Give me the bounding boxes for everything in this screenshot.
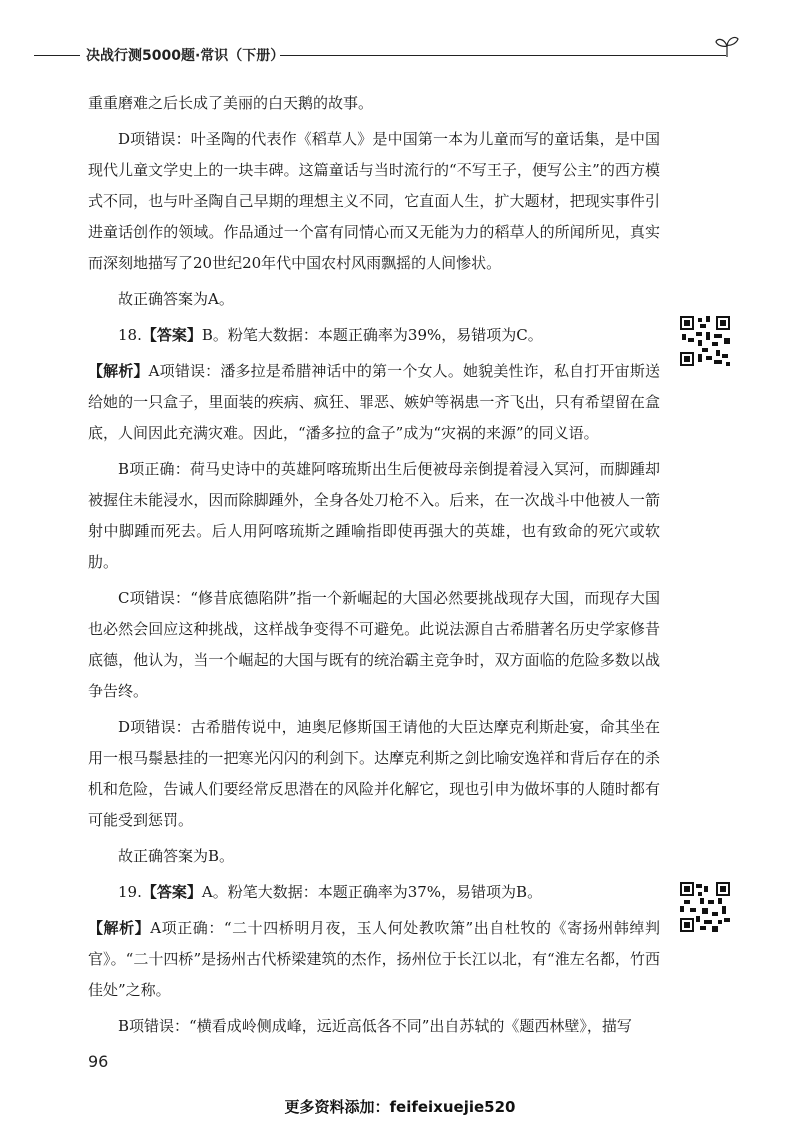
analysis-label: 【解析】 — [88, 919, 151, 937]
answer-line-18 — [88, 320, 660, 351]
analysis-paragraph-18 — [88, 356, 660, 449]
qr-code-icon — [680, 882, 730, 932]
sprout-icon — [714, 34, 740, 58]
paragraph — [88, 284, 660, 315]
paragraph — [88, 583, 660, 707]
paragraph — [88, 712, 660, 836]
qr-code-icon — [680, 316, 730, 366]
answer-text: B。粉笔大数据：本题正确率为39%，易错项为C。 — [201, 326, 543, 344]
answer-text: A。粉笔大数据：本题正确率为37%，易错项为B。 — [201, 883, 543, 901]
paragraph — [88, 124, 660, 279]
paragraph — [88, 841, 660, 872]
book-title: 决战行测5000题·常识（下册） — [86, 48, 285, 64]
paragraph-text: C项错误：“修昔底德陷阱”指一个新崛起的大国必然要挑战现存大国，而现存大国也必然会回应这种挑战，这样战争变得不可避免。此说法源自古希腊著名历史学家修昔底德，他认为，当一个崛起的大国与既有的统治霸主竞争时，双方面临的危险多数以战争告终。 — [88, 589, 660, 700]
page-number: 96 — [88, 1052, 109, 1071]
paragraph-text: B项正确：荷马史诗中的英雄阿喀琉斯出生后便被母亲倒提着浸入冥河，而脚踵却被握住未能浸水，因而除脚踵外，全身各处刀枪不入。后来，在一次战斗中他被人一箭射中脚踵而死去。后人用阿喀琉斯之踵喻指即使再强大的英雄，也有致命的死穴或软肋。 — [88, 460, 660, 571]
answer-line-19 — [88, 877, 660, 908]
paragraph-text: D项错误：古希腊传说中，迪奥尼修斯国王请他的大臣达摩克利斯赴宴，命其坐在用一根马鬃悬挂的一把寒光闪闪的利剑下。达摩克利斯之剑比喻安逸祥和背后存在的杀机和危险，告诫人们要经常反思潜在的风险并化解它，现也引申为做坏事的人随时都有可能受到惩罚。 — [88, 718, 660, 829]
paragraph-text: B项错误：“横看成岭侧成峰，远近高低各不同”出自苏轼的《题西林壁》，描写 — [118, 1017, 632, 1035]
answer-label: 【答案】 — [141, 326, 202, 344]
question-number: 18. — [118, 326, 142, 344]
header-rule-right — [280, 55, 726, 56]
paragraph — [88, 88, 660, 119]
question-number: 19. — [118, 883, 142, 901]
answer-explanations — [88, 88, 660, 1047]
paragraph-text: D项错误：叶圣陶的代表作《稻草人》是中国第一本为儿童而写的童话集，是中国现代儿童文学史上的一块丰碑。这篇童话与当时流行的“不写王子，便写公主”的西方模式不同，也与叶圣陶自己早期的理想主义不同，它直面人生，扩大题材，把现实事件引进童话创作的领域。作品通过一个富有同情心而又无能为力的稻草人的所闻所见，真实而深刻地描写了20世纪20年代中国农村风雨飘摇的人间惨状。 — [88, 130, 660, 272]
header-rule-left — [34, 55, 80, 56]
analysis-text: A项错误：潘多拉是希腊神话中的第一个女人。她貌美性诈，私自打开宙斯送给她的一只盒子，里面装的疾病、疯狂、罪恶、嫉妒等祸患一齐飞出，只有希望留在盒底，人间因此充满灾难。因此，“潘多拉的盒子”成为“灾祸的来源”的同义语。 — [88, 362, 660, 442]
paragraph-text: 重重磨难之后长成了美丽的白天鹅的故事。 — [88, 94, 374, 112]
paragraph-text: 故正确答案为A。 — [118, 290, 234, 308]
running-header — [34, 34, 746, 74]
analysis-label: 【解析】 — [88, 362, 149, 380]
paragraph — [88, 454, 660, 578]
analysis-text: A项正确：“二十四桥明月夜，玉人何处教吹箫”出自杜牧的《寄扬州韩绰判官》。“二十四桥”是扬州古代桥梁建筑的杰作，扬州位于长江以北，有“淮左名都，竹西佳处”之称。 — [88, 919, 660, 999]
paragraph-text: 故正确答案为B。 — [118, 847, 235, 865]
paragraph — [88, 1011, 660, 1042]
footer-watermark-note: 更多资料添加：feifeixuejie520 — [284, 1098, 516, 1116]
analysis-paragraph-19 — [88, 913, 660, 1006]
answer-label: 【答案】 — [141, 883, 202, 901]
